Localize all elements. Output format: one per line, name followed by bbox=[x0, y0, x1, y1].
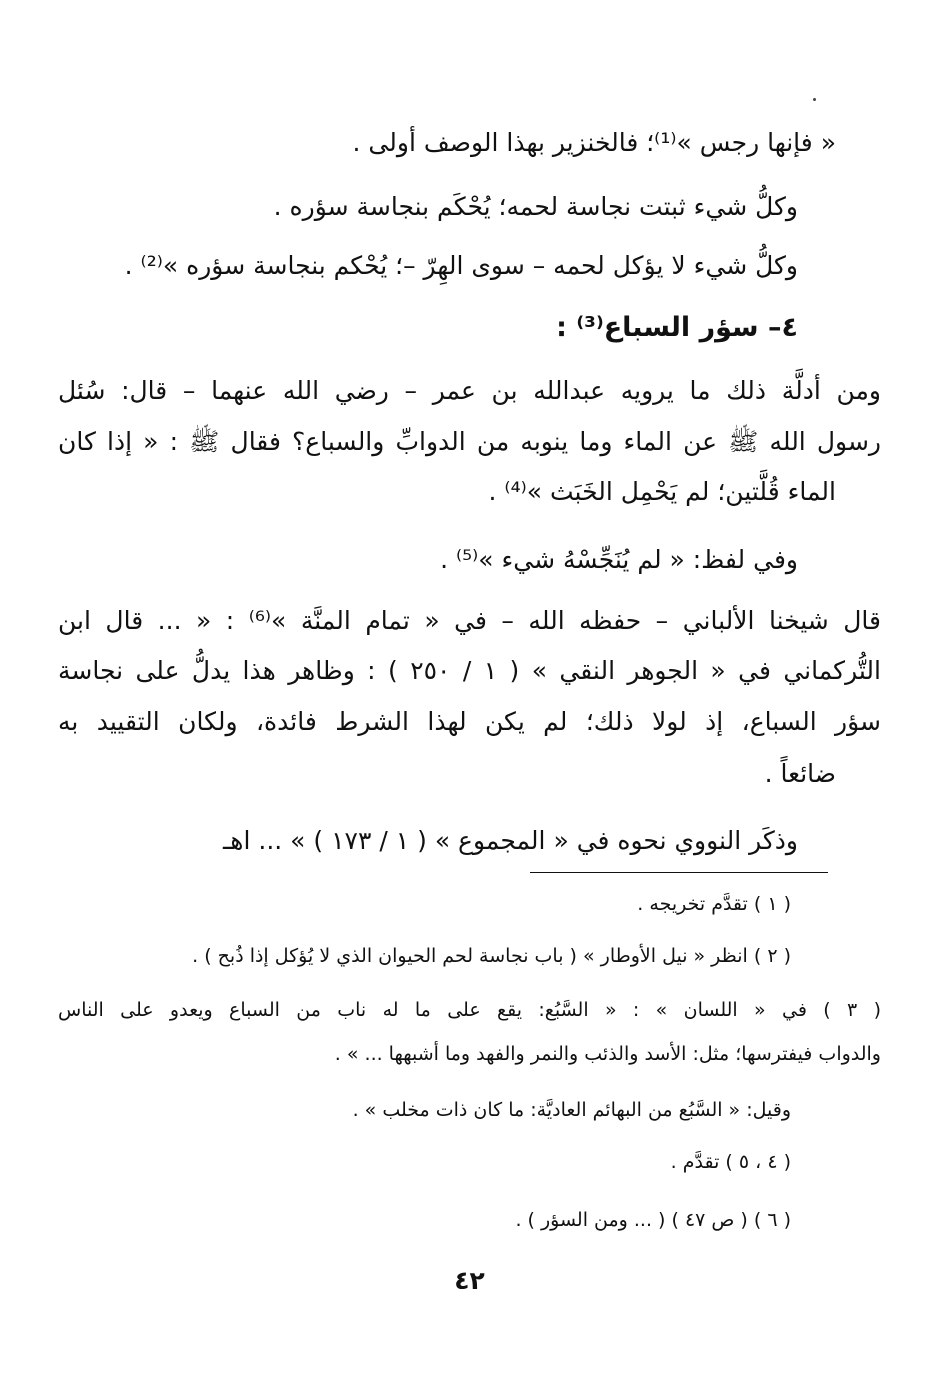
body-line-5: ومن أدلَّة ذلك ما يرويه عبدالله بن عمر – رضي الله عنهما – قال: سُئل bbox=[58, 376, 881, 405]
footnote-6: ( ٦ ) ( ص ٤٧ ) ( ... ومن السؤر ) . bbox=[515, 1209, 791, 1231]
scan-speck bbox=[813, 98, 816, 101]
footnote-4-5: ( ٤ ، ٥ ) تقدَّم . bbox=[670, 1151, 791, 1173]
body-line-11: سؤر السباع، إذ لولا ذلك؛ لم يكن لهذا الشرط فائدة، ولكان التقييد به bbox=[58, 707, 881, 736]
body-line-8: وفي لفظ: « لم يُنَجِّسْهُ شيء »⁽⁵⁾ . bbox=[440, 545, 798, 574]
footnote-3-continued: والدواب فيفترسها؛ مثل: الأسد والذئب والنمر والفهد وما أشبهها ... » . bbox=[334, 1043, 881, 1065]
body-line-6: رسول الله ﷺ عن الماء وما ينوبه من الدوابِّ والسباع؟ فقال ﷺ : « إذا كان bbox=[58, 427, 881, 456]
body-line-12: ضائعاً . bbox=[764, 759, 836, 788]
body-line-9: قال شيخنا الألباني – حفظه الله – في « تمام المنَّة »⁽⁶⁾ : « ... قال ابن bbox=[58, 606, 881, 635]
body-line-7: الماء قُلَّتين؛ لم يَحْمِل الخَبَث »⁽⁴⁾ . bbox=[488, 477, 836, 506]
footnote-3: ( ٣ ) في « اللسان » : « السَّبُع: يقع على ما له ناب من السباع ويعدو على الناس bbox=[58, 999, 882, 1021]
body-line-3: وكلُّ شيء لا يؤكل لحمه – سوى الهِرّ –؛ يُحْكم بنجاسة سؤره »⁽²⁾ . bbox=[124, 251, 798, 280]
section-heading: ٤– سؤر السباع⁽³⁾ : bbox=[556, 312, 798, 343]
page-number: ٤٢ bbox=[454, 1266, 485, 1295]
body-line-10: التُّركماني في « الجوهر النقي » ( ١ / ٢٥٠ ) : وظاهر هذا يدلُّ على نجاسة bbox=[58, 656, 881, 685]
footnote-3-note: وقيل: « السَّبُع من البهائم العاديَّة: ما كان ذات مخلب » . bbox=[352, 1099, 791, 1121]
footnote-separator bbox=[530, 872, 828, 873]
body-line-1: « فإنها رجس »⁽¹⁾؛ فالخنزير بهذا الوصف أولى . bbox=[352, 128, 836, 157]
footnote-2: ( ٢ ) انظر « نيل الأوطار » ( باب نجاسة لحم الحيوان الذي لا يُؤكل إذا ذُبح ) . bbox=[192, 945, 791, 967]
body-line-2: وكلُّ شيء ثبتت نجاسة لحمه؛ يُحْكَم بنجاسة سؤره . bbox=[273, 192, 798, 221]
footnote-1: ( ١ ) تقدَّم تخريجه . bbox=[637, 893, 791, 915]
body-line-13: وذكَر النووي نحوه في « المجموع » ( ١ / ١٧٣ ) » ... اهـ bbox=[222, 826, 798, 855]
